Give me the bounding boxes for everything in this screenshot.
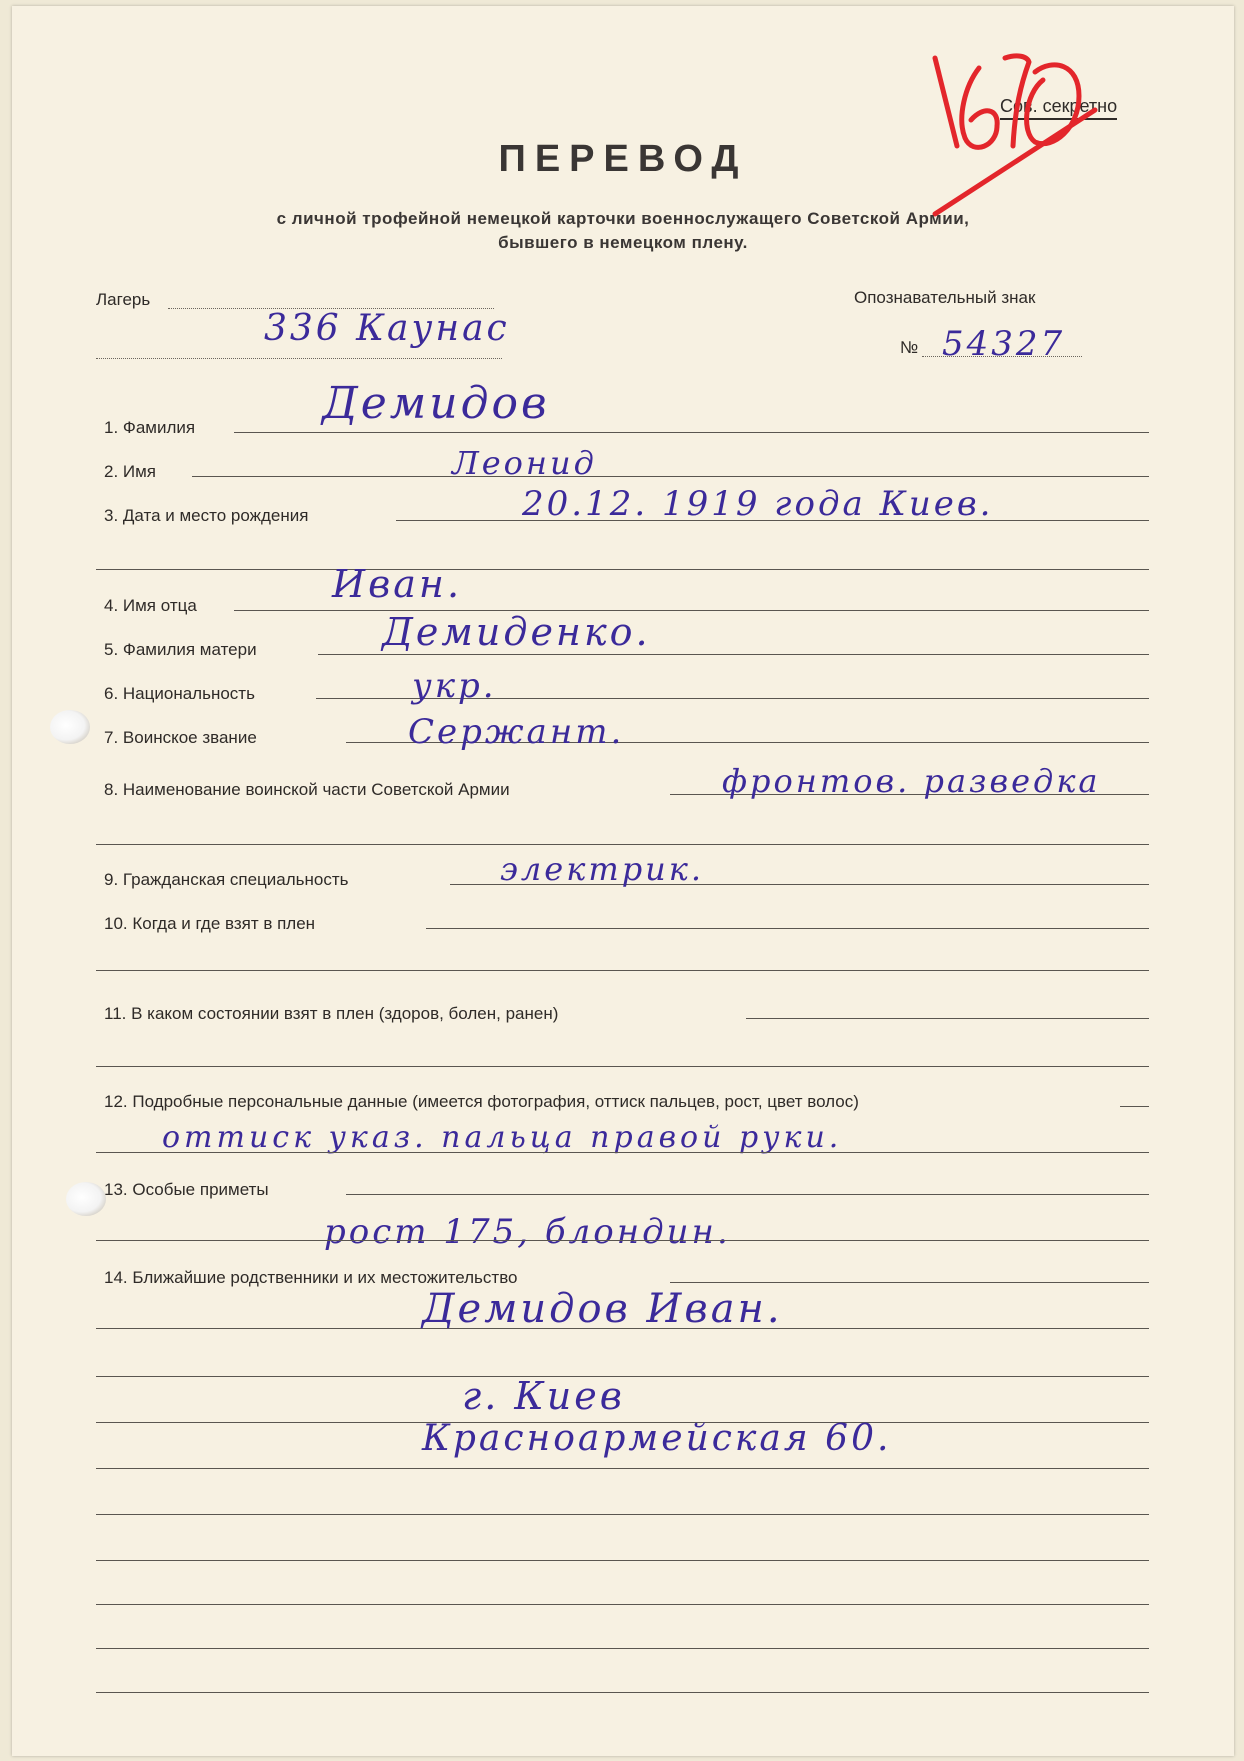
field-value-nationality: укр. <box>412 666 497 706</box>
field-value-surname: Демидов <box>322 378 550 429</box>
field-label-birth: 3. Дата и место рождения <box>104 506 309 525</box>
relatives-line-1: Демидов Иван. <box>422 1286 783 1332</box>
subtitle-line-1: с личной трофейной немецкой карточки военнослужащего Советской Армии, <box>276 209 970 228</box>
camp-value: 336 Каунас <box>264 308 510 349</box>
id-sign-value: 54327 <box>942 324 1066 364</box>
field-value-mother-surname: Демиденко. <box>382 610 651 654</box>
field-value-birth: 20.12. 1919 года Киев. <box>522 484 994 524</box>
punch-hole-bottom <box>66 1182 106 1216</box>
field-value-rank: Сержант. <box>408 712 625 752</box>
field-label-personal-data: 12. Подробные персональные данные (имеется фотография, оттиск пальцев, рост, цвет волос) <box>104 1092 859 1111</box>
relatives-line-2: г. Киев <box>462 1374 625 1418</box>
field-label-mother-surname: 5. Фамилия матери <box>104 640 257 659</box>
field-label-relatives: 14. Ближайшие родственники и их местожительство <box>104 1268 518 1287</box>
punch-hole-top <box>50 710 90 744</box>
field-label-rank: 7. Воинское звание <box>104 728 257 747</box>
field-label-surname: 1. Фамилия <box>104 418 196 437</box>
field-value-father-name: Иван. <box>332 562 463 606</box>
relatives-line-3: Красноармейская 60. <box>422 1418 892 1459</box>
field-label-father-name: 4. Имя отца <box>104 596 197 615</box>
field-label-nationality: 6. Национальность <box>104 684 255 703</box>
field-value-special-marks: рост 175, блондин. <box>324 1212 731 1252</box>
document-title: ПЕРЕВОД <box>498 138 748 180</box>
field-label-special-marks: 13. Особые приметы <box>104 1180 269 1199</box>
field-label-unit: 8. Наименование воинской части Советской Армии <box>104 780 510 799</box>
subtitle-line-2: бывшего в немецком плену. <box>498 233 748 252</box>
field-label-civil-profession: 9. Гражданская специальность <box>104 870 349 889</box>
field-label-captured-when-where: 10. Когда и где взят в плен <box>104 914 316 933</box>
id-sign-number-prefix: № <box>900 338 919 357</box>
red-stamp-number <box>917 28 1117 238</box>
field-value-civil-profession: электрик. <box>500 850 705 888</box>
field-value-first-name: Леонид <box>452 444 597 482</box>
classification-mark: Сов. секретно <box>1000 96 1117 120</box>
field-label-first-name: 2. Имя <box>104 462 157 481</box>
document-page <box>12 6 1234 1756</box>
field-value-unit: фронтов. разведка <box>722 762 1101 800</box>
id-sign-label: Опознавательный знак <box>854 288 1036 307</box>
field-label-condition: 11. В каком состоянии взят в плен (здоров, болен, ранен) <box>104 1004 559 1023</box>
field-value-personal-data: оттиск указ. пальца правой руки. <box>162 1120 843 1155</box>
camp-label: Лагерь <box>96 290 151 309</box>
